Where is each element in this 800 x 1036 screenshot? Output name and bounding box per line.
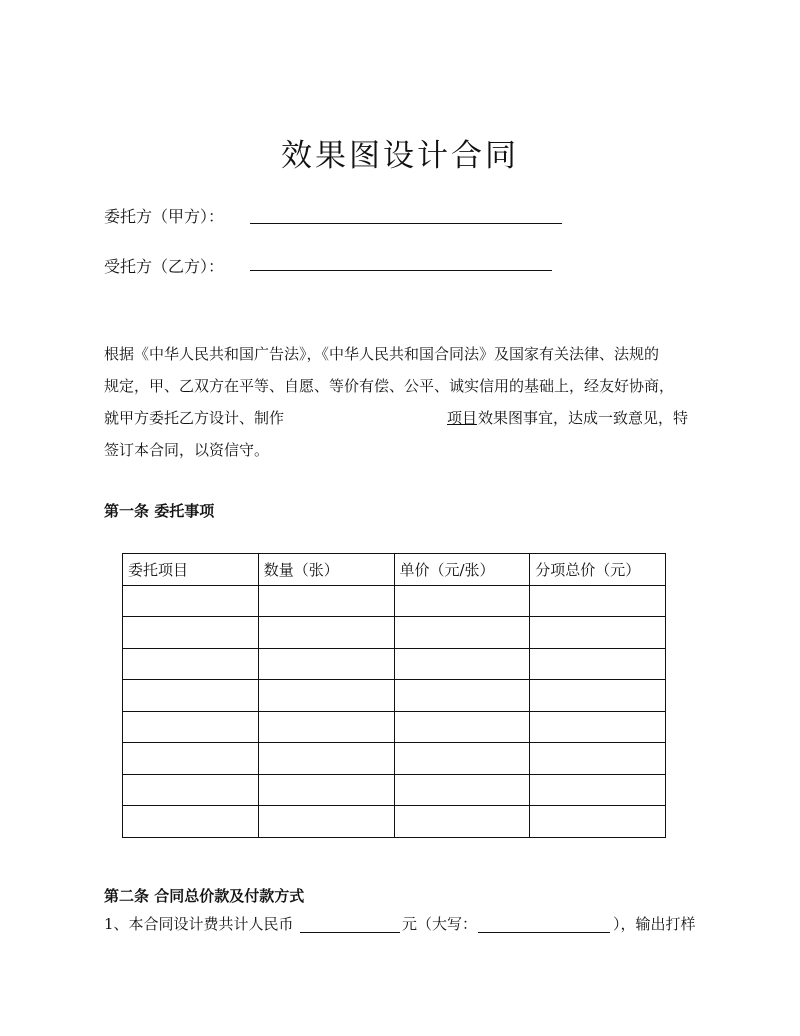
article-2-heading: 第二条 合同总价款及付款方式 — [104, 887, 305, 905]
intro-line: 效果图事宜，达成一致意见，特 — [478, 409, 689, 427]
table-cell[interactable] — [530, 774, 666, 806]
party-b-label: 受托方（乙方）： — [104, 257, 225, 276]
table-cell[interactable] — [394, 743, 530, 775]
table-cell[interactable] — [123, 680, 259, 712]
table-cell[interactable] — [258, 806, 394, 838]
table-cell[interactable] — [530, 711, 666, 743]
column-header: 委托项目 — [123, 554, 259, 586]
column-header: 数量（张） — [258, 554, 394, 586]
table-row — [123, 680, 666, 712]
table-row — [123, 617, 666, 649]
party-a-label: 委托方（甲方）： — [104, 207, 225, 226]
table-cell[interactable] — [123, 585, 259, 617]
clause-1-text: 元（大写： — [402, 915, 478, 933]
table-cell[interactable] — [258, 774, 394, 806]
table-cell[interactable] — [258, 743, 394, 775]
table-cell[interactable] — [123, 806, 259, 838]
table-cell[interactable] — [530, 743, 666, 775]
intro-line: 签订本合同，以资信守。 — [104, 441, 270, 459]
column-header: 分项总价（元） — [530, 554, 666, 586]
document-title: 效果图设计合同 — [281, 138, 519, 174]
table-cell[interactable] — [530, 680, 666, 712]
amount-in-words-blank[interactable] — [478, 932, 610, 933]
table-row — [123, 743, 666, 775]
table-row — [123, 648, 666, 680]
table-cell[interactable] — [394, 617, 530, 649]
table-cell[interactable] — [258, 617, 394, 649]
table-cell[interactable] — [530, 648, 666, 680]
table-header-row — [123, 554, 666, 586]
table-row — [123, 774, 666, 806]
table-cell[interactable] — [394, 711, 530, 743]
table-cell[interactable] — [123, 648, 259, 680]
table-cell[interactable] — [530, 806, 666, 838]
amount-blank[interactable] — [300, 932, 400, 933]
table-cell[interactable] — [258, 585, 394, 617]
intro-line: 就甲方委托乙方设计、制作 — [104, 409, 285, 427]
party-a-blank[interactable] — [250, 223, 562, 224]
table-cell[interactable] — [123, 617, 259, 649]
table-cell[interactable] — [258, 648, 394, 680]
table-row — [123, 711, 666, 743]
table-cell[interactable] — [258, 711, 394, 743]
table-cell[interactable] — [123, 774, 259, 806]
project-underlined-text: 项目 — [447, 409, 478, 427]
table-cell[interactable] — [394, 680, 530, 712]
intro-line: 根据《中华人民共和国广告法》，《中华人民共和国合同法》及国家有关法律、法规的 — [104, 345, 660, 363]
commission-table — [122, 553, 666, 838]
table-cell[interactable] — [530, 617, 666, 649]
table-cell[interactable] — [394, 648, 530, 680]
table-cell[interactable] — [394, 774, 530, 806]
intro-line: 规定，甲、乙双方在平等、自愿、等价有偿、公平、诚实信用的基础上，经友好协商， — [104, 377, 675, 395]
table-cell[interactable] — [530, 585, 666, 617]
table-row — [123, 585, 666, 617]
party-b-blank[interactable] — [250, 270, 552, 271]
clause-1-text: ），输出打样 — [613, 915, 696, 933]
table-cell[interactable] — [123, 743, 259, 775]
clause-1-text: 1、本合同设计费共计人民币 — [104, 915, 294, 933]
table-cell[interactable] — [258, 680, 394, 712]
article-1-heading: 第一条 委托事项 — [104, 502, 215, 520]
table-cell[interactable] — [394, 585, 530, 617]
table-cell[interactable] — [123, 711, 259, 743]
table-cell[interactable] — [394, 806, 530, 838]
column-header: 单价（元/张） — [394, 554, 530, 586]
table-row — [123, 806, 666, 838]
table-body — [123, 585, 666, 837]
